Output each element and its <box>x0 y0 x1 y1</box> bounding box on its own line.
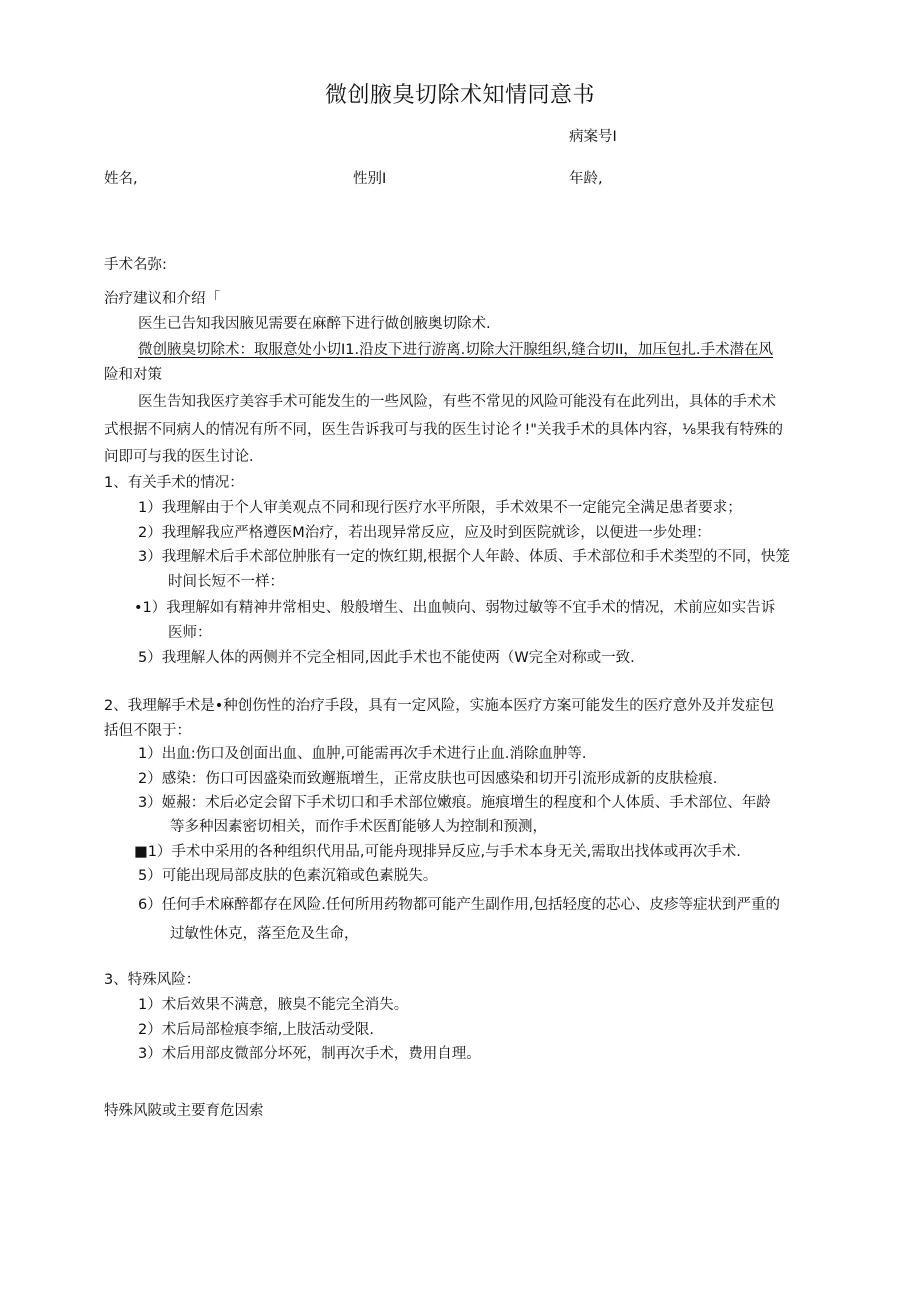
case-number-label: 病案号I <box>569 129 617 145</box>
section-3-item: 3）术后用部皮微部分坏死，制再次手术，费用自理。 <box>138 1046 481 1062</box>
section-1-item-continuation: 医师： <box>168 625 212 641</box>
intro-paragraph-3-line-2: 式根据不同病人的情况有所不同，医生告诉我可与我的医生讨论彳!"关我手术的具体内容，⅛果我有特殊的 <box>104 422 784 438</box>
intro-paragraph-3-line-1: 医生告知我医疗美容手术可能发生的一些风险，有些不常见的风险可能没有在此列出，具体的手术术 <box>138 394 776 410</box>
section-1-item: 5）我理解人体的两侧并不完全相同,因此手术也不能使两（W完全对称或一致. <box>138 650 635 666</box>
intro-paragraph-2-line-1: 微创腋臭切除术：取服意处小切I1.沿皮下进行游离.切除大汗腺组织,缝合切II，加压包扎.手术潜在风 <box>138 342 773 358</box>
patient-name-label: 姓名, <box>104 171 138 187</box>
intro-paragraph-1: 医生已告知我因腋见需要在麻醉下进行做创腋奥切除术. <box>138 316 491 332</box>
section-3-heading: 3、特殊风险： <box>104 972 201 988</box>
section-2-item: 6）任何手术麻醉都存在风险.任何所用药物都可能产生副作用,包括轻度的芯心、皮疹等症状到严重的 <box>138 897 780 913</box>
section-2-item: 1）出血:伤口及创面出血、血肿,可能需再次手术进行止血.消除血肿等. <box>138 746 587 762</box>
section-2-heading-line-1: 2、我理解手术是•种创伤性的治疗手段，具有一定风险，实施本医疗方案可能发生的医疗意外及并发症包 <box>104 698 775 714</box>
section-1-item: 1）我理解由于个人审美观点不同和现行医疗水平所限，手术效果不一定能完全满足患者要求； <box>138 500 742 516</box>
document-title: 微创腋臭切除术知情同意书 <box>325 83 596 108</box>
surgery-name-label: 手术名弥: <box>104 257 167 273</box>
section-1-item: 3）我理解术后手术部位肿胀有一定的恢红期,根据个人年龄、体质、手术部位和手术类型的不同，快笼 <box>138 549 790 565</box>
age-label: 年龄, <box>569 171 603 187</box>
intro-paragraph-2-line-2: 险和对策 <box>104 367 162 383</box>
section-3-item: 1）术后效果不满意，腋臭不能完全消失。 <box>138 997 409 1013</box>
section-3-item: 2）术后局部检痕李缩,上肢活动受限. <box>138 1022 374 1038</box>
section-2-item-continuation: 等多种因素密切相关，而作手术医酊能够人为控制和预测， <box>170 819 547 835</box>
intro-paragraph-3-line-3: 问即可与我的医生讨论. <box>104 449 254 465</box>
section-2-item: 3）姬赧：术后必定会留下手术切口和手术部位嫩痕。施痕增生的程度和个人体质、手术部位、年龄 <box>138 795 771 811</box>
section-1-heading: 1、有关手术的情况： <box>104 475 244 491</box>
section-2-item: 5）可能出现局部皮肤的色素沉箱或色素脱失。 <box>138 868 438 884</box>
treatment-intro-heading: 治疗建议和介绍「 <box>104 291 220 307</box>
gender-label: 性别I <box>353 171 387 187</box>
section-2-item-continuation: 过敏性休克，落至危及生命， <box>170 926 359 942</box>
section-2-heading-line-2: 括但不限于： <box>104 723 191 739</box>
section-1-item: 2）我理解我应严格遵医M治疗，若出现异常反应，应及时到医院就诊，以便进一步处理： <box>138 525 711 541</box>
section-2-item: ■1）手术中采用的各种组织代用品,可能舟现排异反应,与手术本身无关,需取出找体或再次手术. <box>134 844 741 860</box>
section-2-item: 2）感染：伤口可因盛染而致邂瓶增生，正常皮肤也可因感染和切开引流形成新的皮肤检痕. <box>138 771 718 787</box>
special-risk-factors-heading: 特殊风陂或主要育危因索 <box>104 1103 264 1119</box>
section-1-item: •1）我理解如有精神井常相史、般般增生、出血帧向、弱物过敏等不宜手术的情况，术前应如实告诉 <box>134 600 776 616</box>
section-1-item-continuation: 时间长短不一样： <box>168 574 284 590</box>
